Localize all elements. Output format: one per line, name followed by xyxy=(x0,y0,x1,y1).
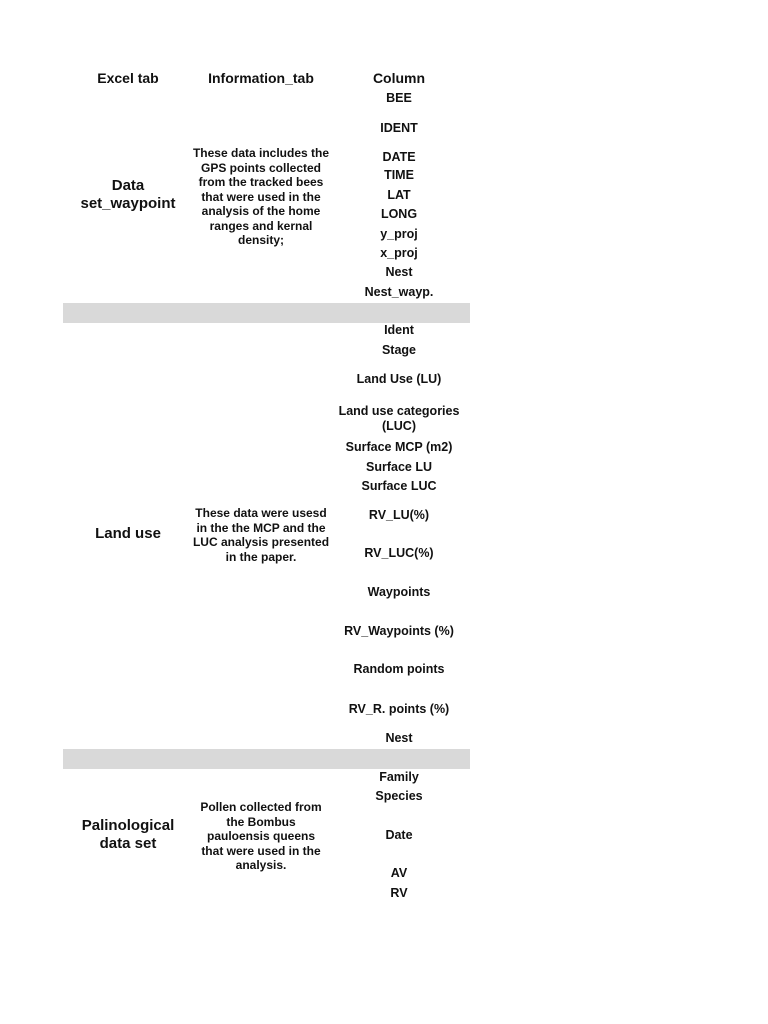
section-separator xyxy=(63,303,470,323)
excel-tab-name: Data set_waypoint xyxy=(80,177,176,212)
column-name: Nest_wayp. xyxy=(364,285,434,299)
header-column: Column xyxy=(372,70,426,86)
column-name: BEE xyxy=(386,91,412,105)
column-name: RV_LUC(%) xyxy=(364,546,434,560)
column-name: Ident xyxy=(384,323,414,337)
column-name: RV_Waypoints (%) xyxy=(344,624,454,638)
column-name: IDENT xyxy=(380,121,418,135)
column-name: AV xyxy=(390,866,408,880)
column-name: Land Use (LU) xyxy=(356,372,442,386)
excel-tab-name: Land use xyxy=(95,525,161,542)
information-text: Pollen collected from the Bombus pauloensis queens that were used in the analysis. xyxy=(200,800,322,872)
column-name: Nest xyxy=(385,265,413,279)
column-name: RV_R. points (%) xyxy=(348,702,450,716)
header-information-tab: Information_tab xyxy=(208,70,314,86)
column-name: LONG xyxy=(380,207,418,221)
section-separator xyxy=(63,749,470,769)
column-name: Surface LU xyxy=(366,460,432,474)
column-name: Land use categories (LUC) xyxy=(338,404,460,433)
column-name: DATE xyxy=(382,150,416,164)
column-name: Stage xyxy=(381,343,417,357)
column-name: Family xyxy=(379,770,419,784)
column-name: TIME xyxy=(384,168,414,182)
column-name: Nest xyxy=(385,731,413,745)
column-name: Surface LUC xyxy=(361,479,437,493)
header-excel-tab: Excel tab xyxy=(97,70,159,86)
column-name: y_proj xyxy=(380,227,418,241)
column-name: LAT xyxy=(387,188,411,202)
column-name: Random points xyxy=(353,662,445,676)
information-text: These data includes the GPS points collected from the tracked bees that were used in the analysis of the home ranges and kernal density; xyxy=(192,146,330,247)
column-name: RV_LU(%) xyxy=(368,508,430,522)
column-name: Species xyxy=(375,789,423,803)
information-text: These data were usesd in the the MCP and the LUC analysis presented in the paper. xyxy=(192,506,330,564)
column-name: Date xyxy=(385,828,413,842)
column-name: Waypoints xyxy=(367,585,431,599)
column-name: RV xyxy=(390,886,408,900)
excel-tab-name: Palinological data set xyxy=(81,817,175,852)
column-name: Surface MCP (m2) xyxy=(345,440,453,454)
column-name: x_proj xyxy=(380,246,418,260)
